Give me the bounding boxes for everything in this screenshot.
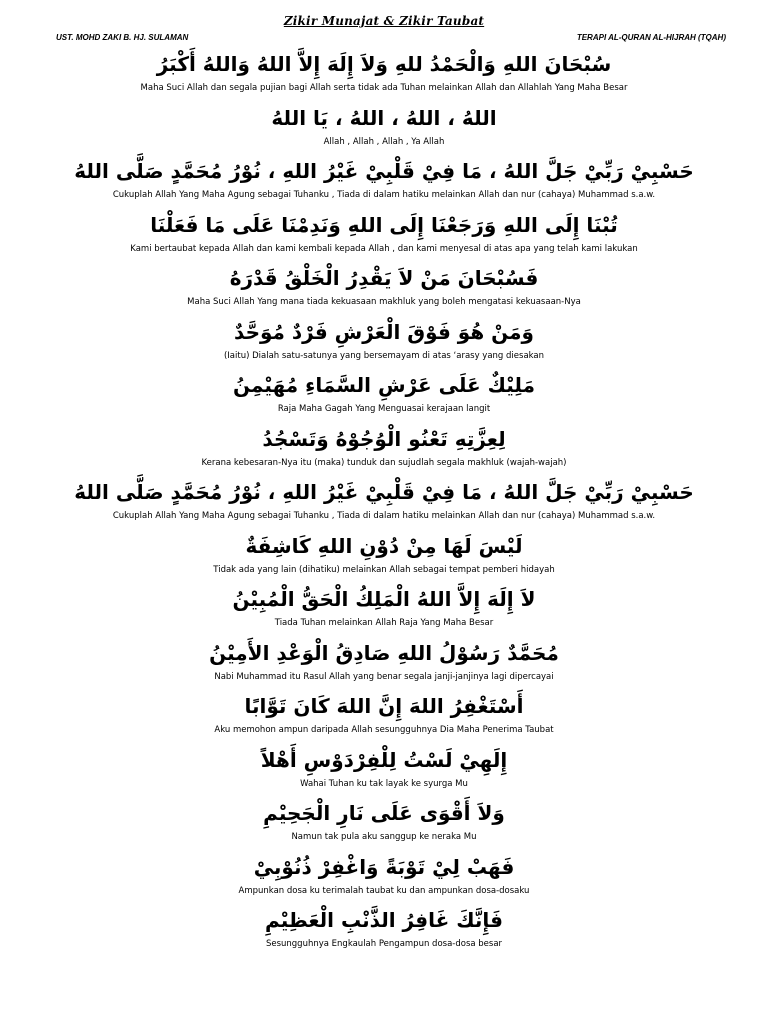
translation-text: Sesungguhnya Engkaulah Pengampun dosa-dosa besar: [265, 939, 503, 949]
arabic-text: تُبْنَا إِلَى اللهِ وَرَجَعْنَا إِلَى اللهِ وَنَدِمْنَا عَلَى مَا فَعَلْنَا: [150, 212, 618, 237]
verse-item: [0, 474, 768, 528]
verse-item: [0, 314, 768, 368]
translation-text: Nabi Muhammad itu Rasul Allah yang benar segala janji-janjinya lagi dipercayai: [214, 671, 554, 682]
arabic-text: فَإِنَّكَ غَافِرُ الذَّنْبِ الْعَظِيْمِ: [265, 908, 503, 932]
verse-item: [0, 528, 768, 582]
verse-item: [0, 153, 768, 207]
arabic-text: مَلِيْكٌ عَلَى عَرْشِ السَّمَاءِ مُهَيْمِنُ: [233, 373, 535, 397]
verse-item: [0, 46, 768, 100]
translation-text: Cukuplah Allah Yang Maha Agung sebagai Tuhanku , Tiada di dalam hatiku melainkan Allah dan nur (cahaya) Muhammad s.a.w.: [112, 190, 656, 200]
verse-item: [0, 902, 768, 956]
arabic-text: وَمَنْ هُوَ فَوْقَ الْعَرْشِ فَرْدٌ مُوَحَّدٌ: [234, 319, 534, 344]
arabic-text: فَهَبْ لِيْ تَوْبَةً وَاغْفِرْ ذُنُوْبِيْ: [253, 854, 515, 879]
verse-item: [0, 742, 768, 796]
arabic-text: إِلَهِيْ لَسْتُ لِلْفِرْدَوْسِ أَهْلاً: [260, 747, 508, 772]
arabic-text: حَسْبِيْ رَبِّيْ جَلَّ اللهُ ، مَا فِيْ قَلْبِيْ غَيْرُ اللهِ ، نُوْرُ مُحَمَّدٍ صَلَّى اللهُ: [74, 159, 694, 183]
verse-item: [0, 367, 768, 421]
translation-text: Wahai Tuhan ku tak layak ke syurga Mu: [300, 778, 468, 789]
translation-text: Tidak ada yang lain (dihatiku) melainkan Allah sebagai tempat pemberi hidayah: [213, 564, 555, 575]
translation-text: Cukuplah Allah Yang Maha Agung sebagai Tuhanku , Tiada di dalam hatiku melainkan Allah dan nur (cahaya) Muhammad s.a.w.: [112, 511, 656, 521]
translation-text: Tiada Tuhan melainkan Allah Raja Yang Maha Besar: [274, 618, 494, 628]
translation-text: Namun tak pula aku sanggup ke neraka Mu: [291, 832, 477, 842]
arabic-text: أَسْتَغْفِرُ اللهَ إِنَّ اللهَ كَانَ تَوَّابًا: [244, 694, 524, 718]
document-title: Zikir Munajat & Zikir Taubat: [283, 14, 485, 28]
verse-item: [0, 849, 768, 903]
arabic-text: سُبْحَانَ اللهِ وَالْحَمْدُ للهِ وَلاَ إِلَهَ إِلاَّ اللهُ وَاللهُ أَكْبَرُ: [156, 52, 612, 76]
translation-text: Aku memohon ampun daripada Allah sesungguhnya Dia Maha Penerima Taubat: [214, 725, 554, 735]
arabic-text: وَلاَ أَقْوَى عَلَى نَارِ الْجَحِيْمِ: [263, 801, 505, 825]
translation-text: Maha Suci Allah dan segala pujian bagi Allah serta tidak ada Tuhan melainkan Allah dan Allahlah Yang Maha Besar: [140, 83, 628, 93]
verse-item: [0, 635, 768, 689]
translation-text: (Iaitu) Dialah satu-satunya yang bersemayam di atas ‘arasy yang diesakan: [223, 350, 545, 361]
arabic-text: لِعِزَّتِهِ تَعْنُو الْوُجُوْهُ وَتَسْجُدُ: [262, 426, 506, 451]
arabic-text: لاَ إِلَهَ إِلاَّ اللهُ الْمَلِكُ الْحَقُّ الْمُبِيْنُ: [232, 587, 536, 611]
arabic-text: حَسْبِيْ رَبِّيْ جَلَّ اللهُ ، مَا فِيْ قَلْبِيْ غَيْرُ اللهِ ، نُوْرُ مُحَمَّدٍ صَلَّى اللهُ: [74, 480, 694, 504]
verse-list: [0, 46, 768, 956]
translation-text: Raja Maha Gagah Yang Menguasai kerajaan langit: [277, 404, 491, 414]
arabic-text: مُحَمَّدٌ رَسُوْلُ اللهِ صَادِقُ الْوَعْدِ الأَمِيْنُ: [209, 640, 559, 665]
arabic-text: فَسُبْحَانَ مَنْ لاَ يَقْدِرُ الْخَلْقُ قَدْرَهُ: [229, 266, 539, 290]
arabic-text: لَيْسَ لَهَا مِنْ دُوْنِ اللهِ كَاشِفَةٌ: [245, 533, 523, 558]
verse-item: [0, 688, 768, 742]
verse-item: [0, 581, 768, 635]
author-name: UST. MOHD ZAKI B. HJ. SULAMAN: [56, 33, 189, 42]
translation-text: Kami bertaubat kepada Allah dan kami kembali kepada Allah , dan kami menyesal di atas apa yang telah kami lakukan: [130, 243, 638, 254]
verse-item: [0, 100, 768, 154]
verse-item: [0, 421, 768, 475]
translation-text: Kerana kebesaran-Nya itu (maka) tunduk dan sujudlah segala makhluk (wajah-wajah): [201, 457, 567, 468]
organization-name: TERAPI AL-QURAN AL-HIJRAH (TQAH): [576, 33, 726, 42]
verse-item: [0, 207, 768, 261]
arabic-text: اللهُ ، اللهُ ، اللهُ ، يَا اللهُ: [271, 105, 497, 130]
translation-text: Ampunkan dosa ku terimalah taubat ku dan ampunkan dosa-dosaku: [238, 885, 530, 896]
translation-text: Allah , Allah , Allah , Ya Allah: [323, 136, 445, 147]
translation-text: Maha Suci Allah Yang mana tiada kekuasaan makhluk yang boleh mengatasi kekuasaan-Nya: [187, 297, 581, 307]
verse-item: [0, 260, 768, 314]
verse-item: [0, 795, 768, 849]
